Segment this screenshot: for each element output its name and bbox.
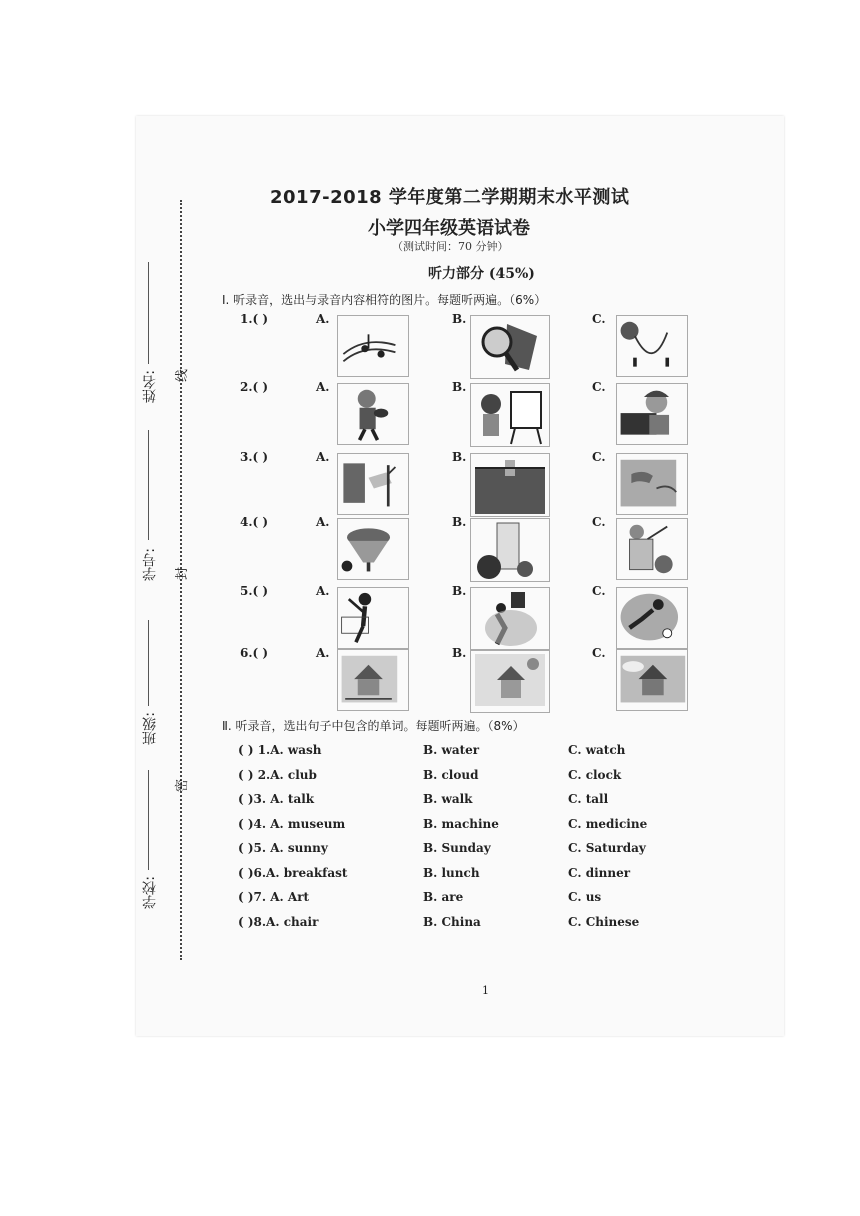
part2-item-c: C. Saturday xyxy=(568,841,646,855)
page-number: 1 xyxy=(482,984,489,997)
seal-seal-char: 封 xyxy=(175,566,191,581)
girl-painting-icon[interactable] xyxy=(470,383,550,447)
class-label: 班级: xyxy=(142,712,158,745)
option-label-b: B. xyxy=(452,450,467,464)
part2-item-a[interactable]: ( )5. A. sunny xyxy=(238,841,328,855)
girl-piano-icon[interactable] xyxy=(616,383,688,445)
part2-item-b: B. cloud xyxy=(423,767,479,782)
part2-instruction: Ⅱ. 听录音，选出句子中包含的单词。每题听两遍。（8%） xyxy=(222,719,525,733)
option-label-c: C. xyxy=(592,380,606,394)
volleyball-player-icon[interactable] xyxy=(337,587,409,649)
exam-subtitle: 小学四年级英语试卷 xyxy=(368,218,530,239)
part2-item-a[interactable]: ( )6.A. breakfast xyxy=(238,865,348,880)
seal-line-char: 线 xyxy=(175,368,191,383)
house-sun-icon[interactable] xyxy=(470,649,550,713)
option-label-b: B. xyxy=(452,515,467,529)
part2-item-a[interactable]: ( ) 2.A. club xyxy=(238,767,317,782)
part2-item-b: B. China xyxy=(423,914,481,929)
house-cloud-icon[interactable] xyxy=(616,649,688,711)
part2-item-c: C. dinner xyxy=(568,865,631,880)
part2-item-c: C. medicine xyxy=(568,816,648,831)
number-blank xyxy=(148,430,149,540)
part2-item-c: C. clock xyxy=(568,767,622,782)
option-label-c: C. xyxy=(592,450,606,464)
part2-item-c: C. us xyxy=(568,890,602,904)
hand-paper-icon[interactable] xyxy=(337,453,409,515)
exam-title: 2017-2018 学年度第二学期期末水平测试 xyxy=(270,187,630,208)
part2-item-b: B. are xyxy=(423,890,464,904)
jump-rope-icon[interactable] xyxy=(616,315,688,377)
part1-question-number[interactable]: 4.( ) xyxy=(240,515,269,529)
option-label-b: B. xyxy=(452,380,467,394)
option-label-c: C. xyxy=(592,584,606,598)
juice-glass-icon[interactable] xyxy=(616,518,688,580)
part2-item-c: C. tall xyxy=(568,792,609,806)
option-label-a: A. xyxy=(316,646,330,660)
seal-secret-char: 密 xyxy=(175,778,191,793)
part2-item-c: C. Chinese xyxy=(568,914,640,929)
part1-question-number[interactable]: 5.( ) xyxy=(240,584,269,598)
option-label-a: A. xyxy=(316,380,330,394)
option-label-b: B. xyxy=(452,646,467,660)
option-label-a: A. xyxy=(316,584,330,598)
option-label-a: A. xyxy=(316,515,330,529)
part1-question-number[interactable]: 6.( ) xyxy=(240,646,269,660)
glass-water-icon[interactable] xyxy=(470,518,550,582)
violin-player-icon[interactable] xyxy=(337,383,409,445)
music-notes-icon[interactable] xyxy=(337,315,409,377)
part2-item-b: B. water xyxy=(423,743,480,757)
ice-cream-cup-icon[interactable] xyxy=(337,518,409,580)
basketball-player-icon[interactable] xyxy=(470,587,550,651)
part2-item-a[interactable]: ( )3. A. talk xyxy=(238,792,315,806)
part1-question-number[interactable]: 2.( ) xyxy=(240,380,269,394)
option-label-c: C. xyxy=(592,515,606,529)
hand-board-icon[interactable] xyxy=(470,453,550,517)
option-label-a: A. xyxy=(316,312,330,326)
hand-cloth-icon[interactable] xyxy=(616,453,688,515)
part2-item-b: B. machine xyxy=(423,816,499,831)
option-label-c: C. xyxy=(592,312,606,326)
time-note: （测试时间：70 分钟） xyxy=(392,240,509,253)
part2-item-a[interactable]: ( ) 1.A. wash xyxy=(238,743,322,757)
option-label-a: A. xyxy=(316,450,330,464)
class-blank xyxy=(148,620,149,706)
school-blank xyxy=(148,770,149,870)
name-label: 姓名: xyxy=(142,370,158,403)
part2-item-a[interactable]: ( )8.A. chair xyxy=(238,914,319,929)
option-label-b: B. xyxy=(452,584,467,598)
part1-question-number[interactable]: 1.( ) xyxy=(240,312,269,326)
number-label: 学号: xyxy=(142,548,158,581)
part2-item-b: B. Sunday xyxy=(423,841,491,855)
part2-item-b: B. walk xyxy=(423,792,473,806)
school-label: 学校: xyxy=(142,876,158,909)
option-label-b: B. xyxy=(452,312,467,326)
football-player-icon[interactable] xyxy=(616,587,688,649)
part2-item-c: C. watch xyxy=(568,743,626,757)
section-heading: 听力部分 (45%) xyxy=(428,266,535,282)
name-blank xyxy=(148,262,149,364)
part2-item-a[interactable]: ( )7. A. Art xyxy=(238,890,310,904)
part2-item-a[interactable]: ( )4. A. museum xyxy=(238,816,346,831)
house-rain-icon[interactable] xyxy=(337,649,409,711)
option-label-c: C. xyxy=(592,646,606,660)
part1-instruction: Ⅰ. 听录音，选出与录音内容相符的图片。每题听两遍。（6%） xyxy=(222,293,547,307)
magnifier-leaf-icon[interactable] xyxy=(470,315,550,379)
part1-question-number[interactable]: 3.( ) xyxy=(240,450,269,464)
part2-item-b: B. lunch xyxy=(423,865,480,880)
